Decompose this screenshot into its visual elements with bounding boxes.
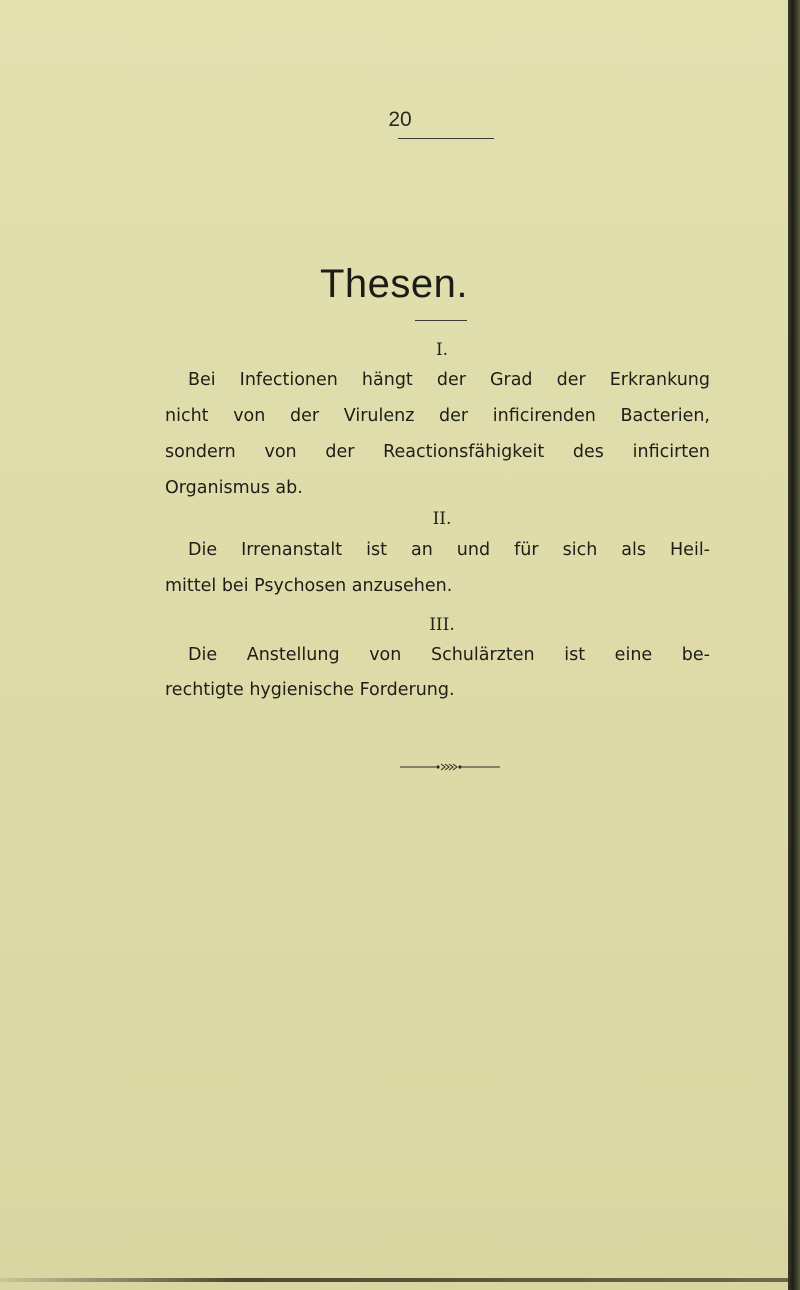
thesis-1-numeral: I. — [435, 340, 449, 360]
page-number: 20 — [388, 108, 412, 131]
thesis-3-line-2: rechtigte hygienische Forderung. — [165, 680, 455, 700]
thesis-2-numeral: II. — [432, 509, 452, 529]
thesis-2-line-2: mittel bei Psychosen anzusehen. — [165, 576, 453, 596]
page-title: Thesen. — [319, 262, 469, 306]
page-edge-bottom — [0, 1278, 788, 1282]
thesis-1-line-4: Organismus ab. — [165, 478, 303, 498]
thesis-1-line-3: sondern von der Reactionsfähigkeit des inficirten — [165, 442, 710, 462]
thesis-2-line-1: Die Irrenanstalt ist an und für sich als Heil- — [188, 540, 710, 560]
page-number-rule — [398, 138, 494, 139]
closing-ornament-icon — [400, 762, 500, 772]
title-rule — [415, 320, 467, 321]
thesis-1-line-1: Bei Infectionen hängt der Grad der Erkrankung — [188, 370, 710, 390]
thesis-3-line-1: Die Anstellung von Schulärzten ist eine be- — [188, 645, 710, 665]
page-edge-right — [788, 0, 800, 1290]
thesis-1-line-2: nicht von der Virulenz der inficirenden Bacterien, — [165, 406, 710, 426]
thesis-3-numeral: III. — [429, 615, 455, 635]
